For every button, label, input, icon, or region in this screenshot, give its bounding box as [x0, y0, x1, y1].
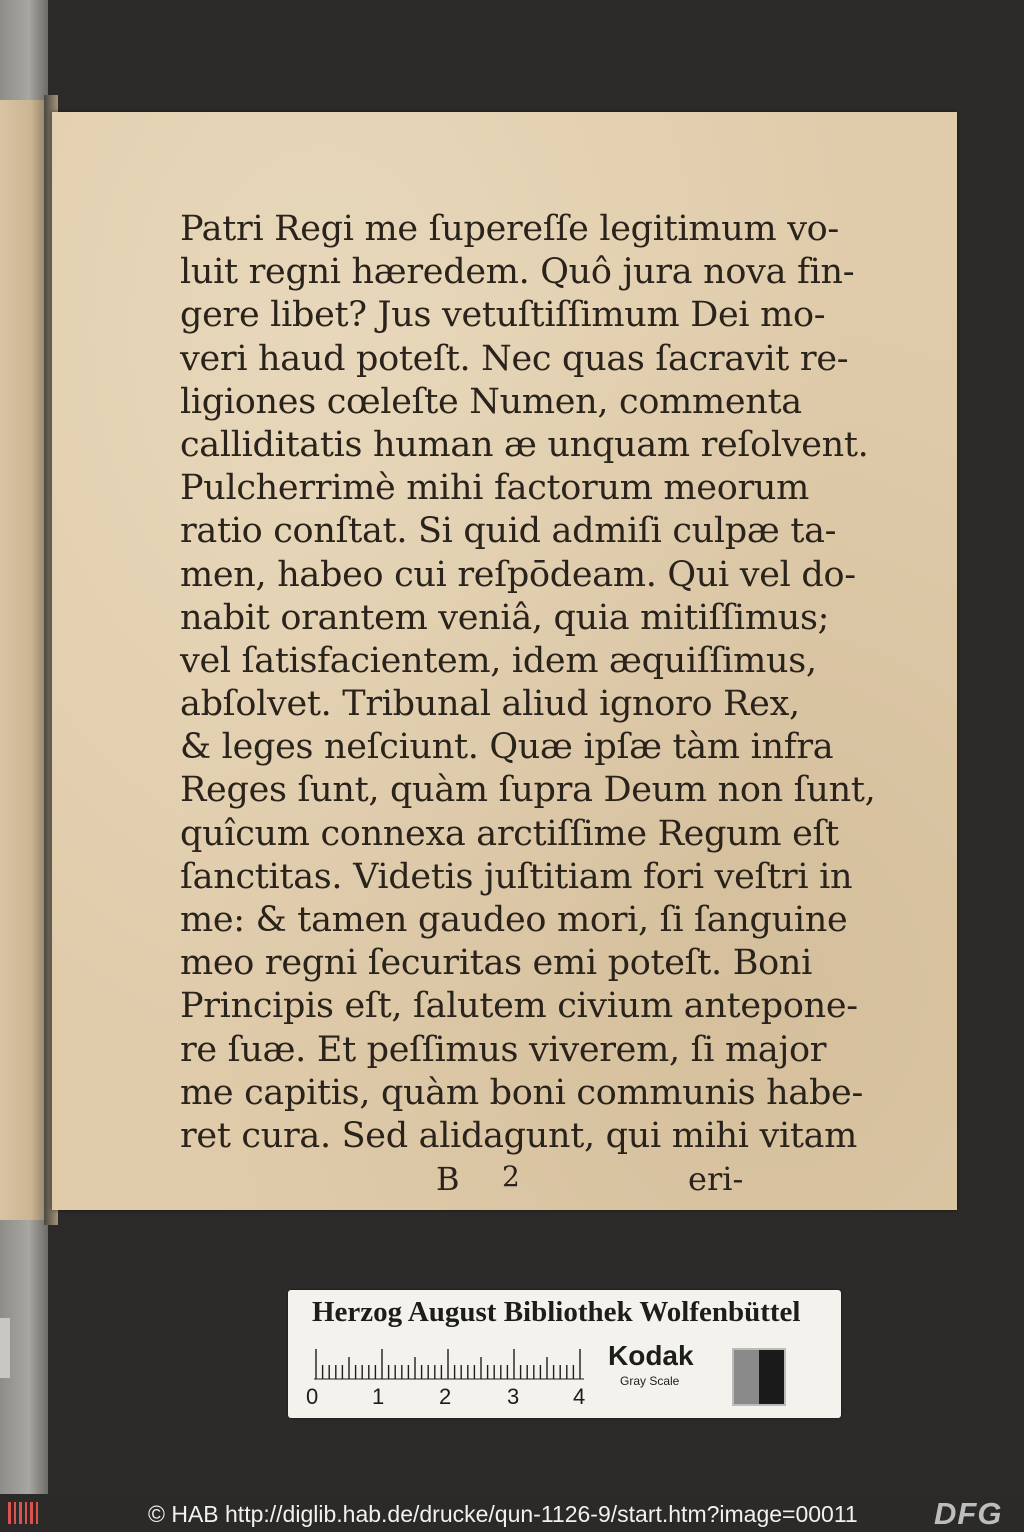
kodak-logo: Kodak: [608, 1340, 694, 1371]
page-text: [180, 208, 876, 1158]
gray-scale-label: Gray Scale: [620, 1374, 680, 1388]
text-line: ratio conſtat. Si quid admiſi culpæ ta-: [180, 511, 837, 552]
text-line: me capitis, quàm boni communis habe-: [180, 1072, 863, 1113]
text-line: ligiones cœleſte Numen, commenta: [180, 381, 802, 422]
ruler-number: 2: [439, 1384, 452, 1409]
black-patch: [759, 1350, 784, 1404]
text-line: nabit orantem veniâ, quia mitiſſimus;: [180, 597, 830, 638]
text-line: calliditatis human æ unquam reſolvent.: [180, 424, 869, 465]
text-line: abſolvet. Tribunal aliud ignoro Rex,: [180, 684, 800, 725]
text-line: veri haud poteſt. Nec quas ſacravit re-: [180, 338, 849, 379]
credit-bar: [0, 1494, 1024, 1532]
ruler-numbers: [306, 1384, 596, 1410]
text-line: men, habeo cui reſpōdeam. Qui vel do-: [180, 554, 856, 595]
ruler-number: 4: [573, 1384, 586, 1409]
dfg-logo: DFG: [934, 1496, 1003, 1531]
gray-scale-swatch: [732, 1348, 786, 1406]
ruler-number: 0: [306, 1384, 319, 1409]
text-line: Principis eſt, ſalutem civium antepone-: [180, 986, 858, 1027]
ruler-number: 1: [372, 1384, 385, 1409]
library-name: Herzog August Bibliothek Wolfenbüttel: [312, 1296, 801, 1328]
text-line: & leges neſciunt. Quæ ipſæ tàm infra: [180, 727, 834, 768]
text-line: vel ſatisfacientem, idem æquiſſimus,: [180, 640, 817, 681]
text-line: ſanctitas. Videtis juſtitiam fori veſtri in: [180, 856, 853, 897]
text-line: meo regni ſecuritas emi poteſt. Boni: [180, 943, 813, 984]
text-line: re ſuæ. Et peſſimus viverem, ſi major: [180, 1029, 827, 1070]
catchword: eri-: [688, 1160, 744, 1198]
text-line: Reges ſunt, quàm ſupra Deum non ſunt,: [180, 770, 876, 811]
copyright-url[interactable]: © HAB http://diglib.hab.de/drucke/qun-1126-9/start.htm?image=00011: [148, 1501, 858, 1527]
text-line: quîcum connexa arctiſſime Regum eſt: [180, 813, 839, 854]
left-tab: [0, 1318, 10, 1378]
text-line: Patri Regi me ſupereſſe legitimum vo-: [180, 209, 839, 249]
hab-barcode-icon: [6, 1498, 42, 1528]
ruler-number: 3: [507, 1384, 520, 1409]
signature-number: 2: [502, 1160, 520, 1193]
signature-letter: B: [436, 1160, 460, 1198]
book-page: [52, 112, 957, 1210]
ruler-scale: [314, 1346, 584, 1380]
library-label-card: [288, 1290, 841, 1418]
text-line: ret cura. Sed alidagunt, qui mihi vitam: [180, 1115, 858, 1156]
text-line: luit regni hæredem. Quô jura nova fin-: [180, 252, 855, 293]
text-line: Pulcherrimè mihi factorum meorum: [180, 468, 810, 509]
text-line: gere libet? Jus vetuſtiſſimum Dei mo-: [180, 295, 826, 336]
facing-page-edge: [0, 100, 44, 1220]
text-line: me: & tamen gaudeo mori, ſi ſanguine: [180, 900, 848, 940]
gray-patch: [734, 1350, 759, 1404]
